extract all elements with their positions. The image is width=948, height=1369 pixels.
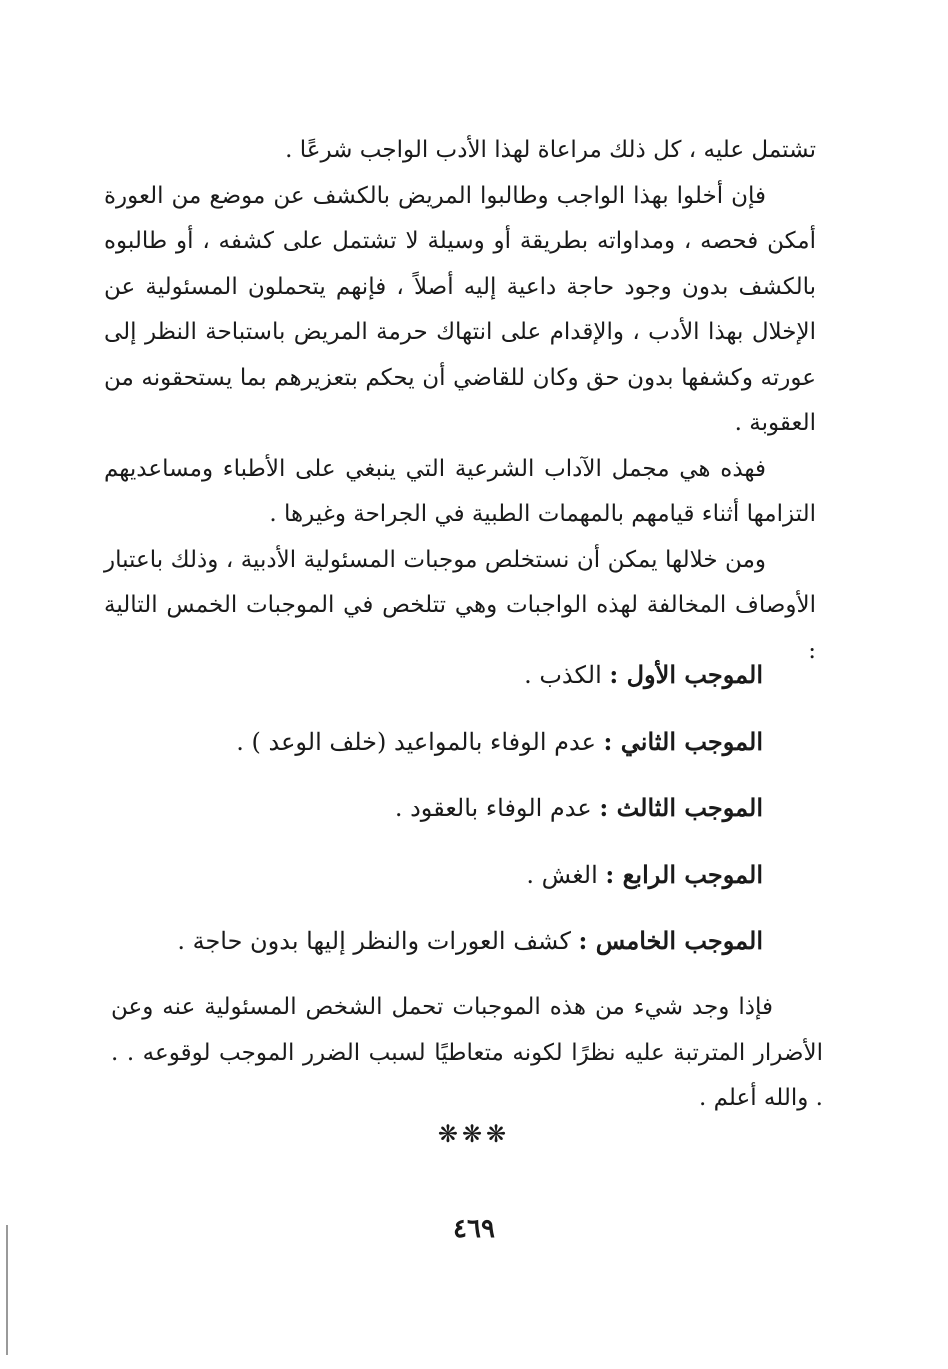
duty-item-second	[236, 727, 763, 756]
paragraph-summary: فهذه هي مجمل الآداب الشرعية التي ينبغي على الأطباء ومساعديهم التزامها أثناء قيامهم بالمهمات الطبية في الجراحة وغيرها .	[104, 455, 816, 527]
paragraph-conclusion: فإذا وجد شيء من هذه الموجبات تحمل الشخص المسئولية عنه وعن الأضرار المترتبة عليه نظرًا لكونه متعاطيًا لسبب الضرر الموجب لوقوعه . . . والله أعلم .	[111, 994, 823, 1111]
paragraph-duties-intro: ومن خلالها يمكن أن نستخلص موجبات المسئولية الأدبية ، وذلك باعتبار الأوصاف المخالفة لهذه الواجبات وهي تتلخص في الموجبات الخمس التالية :	[104, 546, 816, 664]
page-number: ٤٦٩	[453, 1214, 495, 1244]
section-separator-icon: ❋❋❋	[437, 1120, 511, 1148]
duty-item-third	[395, 793, 763, 822]
duty-text: كشف العورات والنظر إليها بدون حاجة .	[177, 927, 571, 955]
duty-item-fourth	[526, 860, 763, 889]
duty-label: الموجب الرابع :	[605, 860, 763, 889]
body-text-bottom	[111, 985, 823, 1122]
paragraph-responsibility: فإن أخلوا بهذا الواجب وطالبوا المريض بالكشف عن موضع من العورة أمكن فحصه ، ومداواته بطريقة أو وسيلة لا تشتمل على كشفه ، أو طالبوه بالكشف بدون وجود حاجة داعية إليه أصلاً ، فإنهم يتحملون المسئولية عن الإخلال بهذا الأدب ، والإقدام على انتهاك حرمة المريض باستباحة النظر إلى عورته وكشفها بدون حق وكان للقاضي أن يحكم بتعزيرهم بما يستحقونه من العقوبة .	[104, 182, 816, 436]
duty-text: الغش .	[526, 861, 598, 889]
scan-edge-line	[6, 1225, 8, 1355]
duty-label: الموجب الخامس :	[578, 926, 763, 955]
duty-text: عدم الوفاء بالمواعيد (خلف الوعد ) .	[236, 728, 596, 756]
duty-text: الكذب .	[524, 661, 602, 689]
duty-label: الموجب الثالث :	[599, 793, 763, 822]
duty-item-first	[524, 660, 763, 689]
paragraph-continuation: تشتمل عليه ، كل ذلك مراعاة لهذا الأدب الواجب شرعًا .	[285, 137, 816, 163]
duty-label: الموجب الأول :	[609, 660, 763, 689]
duty-item-fifth	[177, 926, 763, 955]
duty-text: عدم الوفاء بالعقود .	[394, 794, 592, 822]
body-text-top	[104, 128, 816, 674]
duty-label: الموجب الثاني :	[603, 727, 763, 756]
